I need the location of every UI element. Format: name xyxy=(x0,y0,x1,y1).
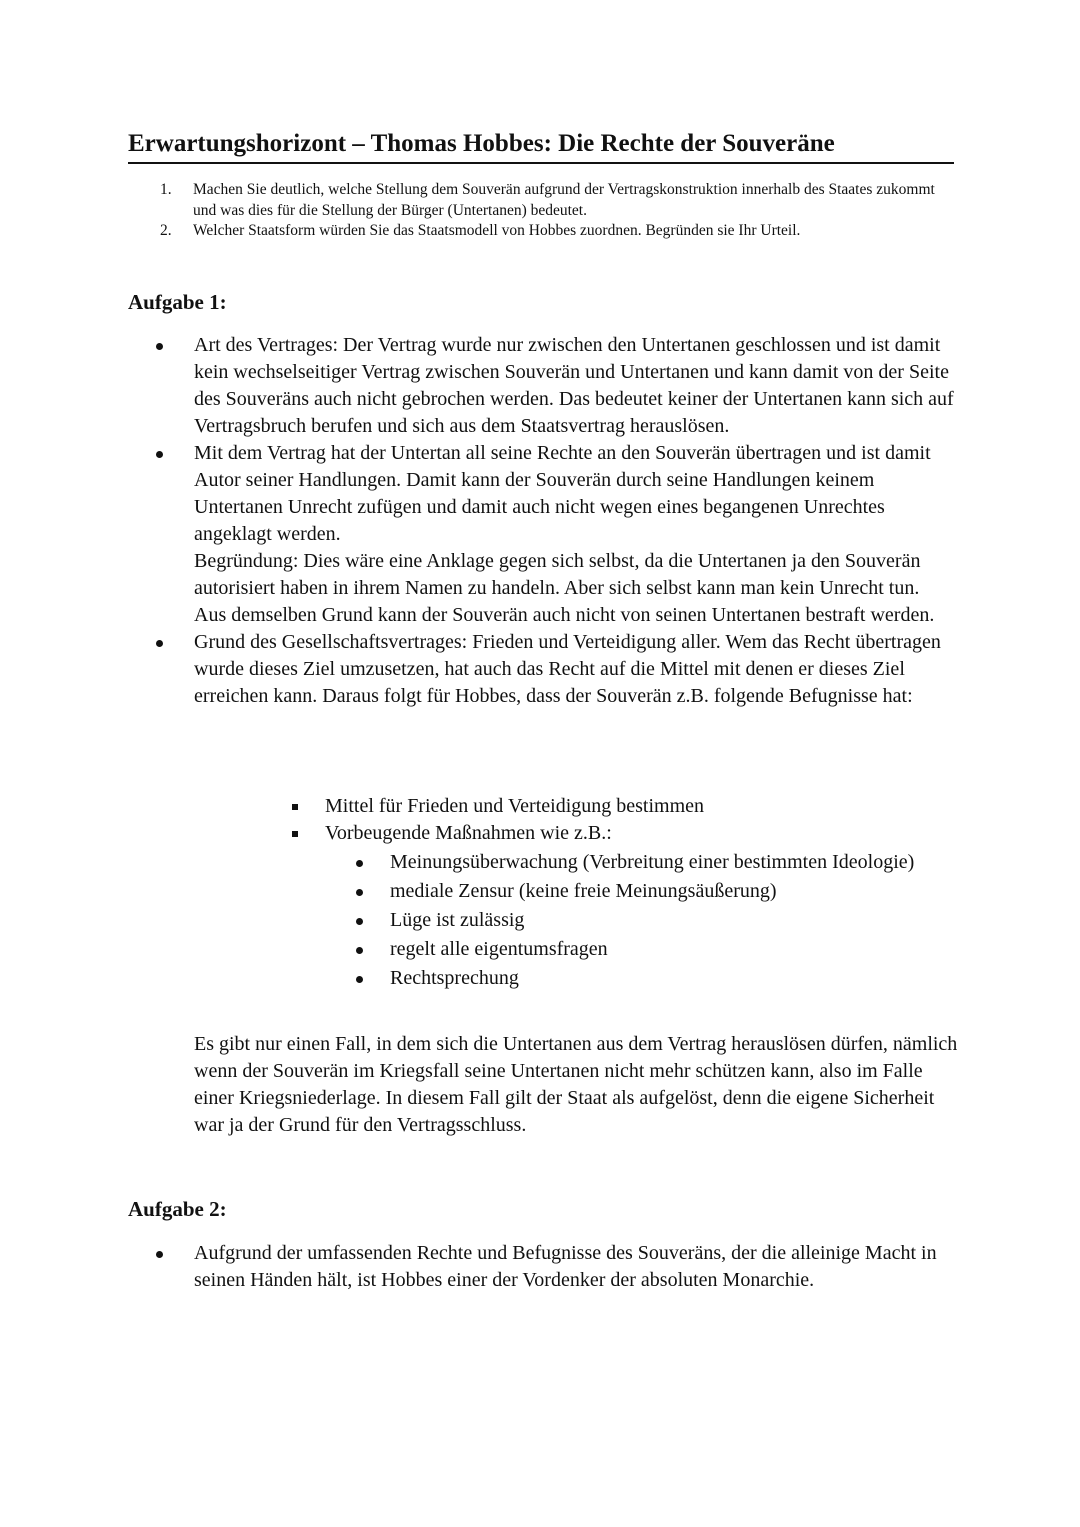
closing-paragraph: Es gibt nur einen Fall, in dem sich die Untertanen aus dem Vertrag herauslösen dürfen, nämlich wenn der Souverän im Kriegsfall seine Untertanen nicht mehr schützen kann, also im Falle einer Kriegsniederlage. In diesem Fall gilt der Staat als aufgelöst, denn die eigene Sicherheit war ja der Grund für den Vertragsschluss. xyxy=(194,1033,958,1136)
bullet-icon xyxy=(156,640,163,647)
begruendung-text: Begründung: Dies wäre eine Anklage gegen sich selbst, da die Untertanen ja den Souverän autorisiert haben in ihrem Namen zu handeln. Aber sich selbst kann man kein Unrecht tun. Aus demselben Grund kann der Souverän auch nicht von seinen Untertanen bestraft werden. xyxy=(194,550,935,626)
task-list xyxy=(128,180,954,242)
bullet-icon xyxy=(156,343,163,350)
list-item: Aufgrund der umfassenden Rechte und Befugnisse des Souveräns, der die alleinige Macht in seinen Händen hält, ist Hobbes einer der Vordenker der absoluten Monarchie. xyxy=(128,1240,954,1294)
aufgabe-2-list xyxy=(128,1240,954,1294)
bullet-icon xyxy=(356,889,363,896)
square-bullet-icon xyxy=(292,831,298,837)
befugnisse-list xyxy=(128,793,954,994)
title-underline xyxy=(128,162,954,164)
bullet-icon xyxy=(156,451,163,458)
sub-sub-list-item: mediale Zensur (keine freie Meinungsäußerung) xyxy=(128,878,954,905)
sub-list-item: Vorbeugende Maßnahmen wie z.B.: xyxy=(128,820,954,847)
document-title: Erwartungshorizont – Thomas Hobbes: Die Rechte der Souveräne xyxy=(128,130,835,157)
list-item: Art des Vertrages: Der Vertrag wurde nur zwischen den Untertanen geschlossen und ist damit kein wechselseitiger Vertrag zwischen Souverän und Untertanen und kann damit von der Seite des Souveräns auch nicht gebrochen werden. Das bedeutet keiner der Untertanen kann sich auf Vertragsbruch berufen und sich aus dem Staatsvertrag herauslösen. xyxy=(128,332,954,440)
task-item: 1. Machen Sie deutlich, welche Stellung dem Souverän aufgrund der Vertragskonstruktion innerhalb des Staates zukommt und was dies für die Stellung der Bürger (Untertanen) bedeutet. xyxy=(160,181,935,219)
bullet-icon xyxy=(156,1251,163,1258)
aufgabe-2-heading: Aufgabe 2: xyxy=(128,1197,227,1221)
sub-list-item: Mittel für Frieden und Verteidigung bestimmen xyxy=(128,793,954,820)
bullet-icon xyxy=(356,976,363,983)
task-item: 2. Welcher Staatsform würden Sie das Staatsmodell von Hobbes zuordnen. Begründen sie Ihr Urteil. xyxy=(160,222,801,239)
sub-sub-list-item: Rechtsprechung xyxy=(128,965,954,992)
massnahmen-list xyxy=(128,849,954,992)
sub-sub-list-item: Meinungsüberwachung (Verbreitung einer bestimmten Ideologie) xyxy=(128,849,954,876)
sub-sub-list-item: Lüge ist zulässig xyxy=(128,907,954,934)
aufgabe-1-list xyxy=(128,332,954,710)
bullet-icon xyxy=(356,918,363,925)
list-item: Mit dem Vertrag hat der Untertan all seine Rechte an den Souverän übertragen und ist damit Autor seiner Handlungen. Damit kann der Souverän durch seine Handlungen keinem Untertanen Unrecht zufügen und damit auch nicht wegen eines begangenen Unrechtes angeklagt werden. Begründung: Dies wäre eine Anklage gegen sich selbst, da die Untertanen ja den Souverän autorisiert haben in ihrem Namen zu handeln. Aber sich selbst kann man kein Unrecht tun. Aus demselben Grund kann der Souverän auch nicht von seinen Untertanen bestraft werden. xyxy=(128,440,954,629)
aufgabe-1-heading: Aufgabe 1: xyxy=(128,290,227,314)
bullet-icon xyxy=(356,860,363,867)
square-bullet-icon xyxy=(292,804,298,810)
bullet-icon xyxy=(356,947,363,954)
sub-sub-list-item: regelt alle eigentumsfragen xyxy=(128,936,954,963)
list-item: Grund des Gesellschaftsvertrages: Frieden und Verteidigung aller. Wem das Recht übertragen wurde dieses Ziel umzusetzen, hat auch das Recht auf die Mittel mit denen er dieses Ziel erreichen kann. Daraus folgt für Hobbes, dass der Souverän z.B. folgende Befugnisse hat: xyxy=(128,629,954,710)
